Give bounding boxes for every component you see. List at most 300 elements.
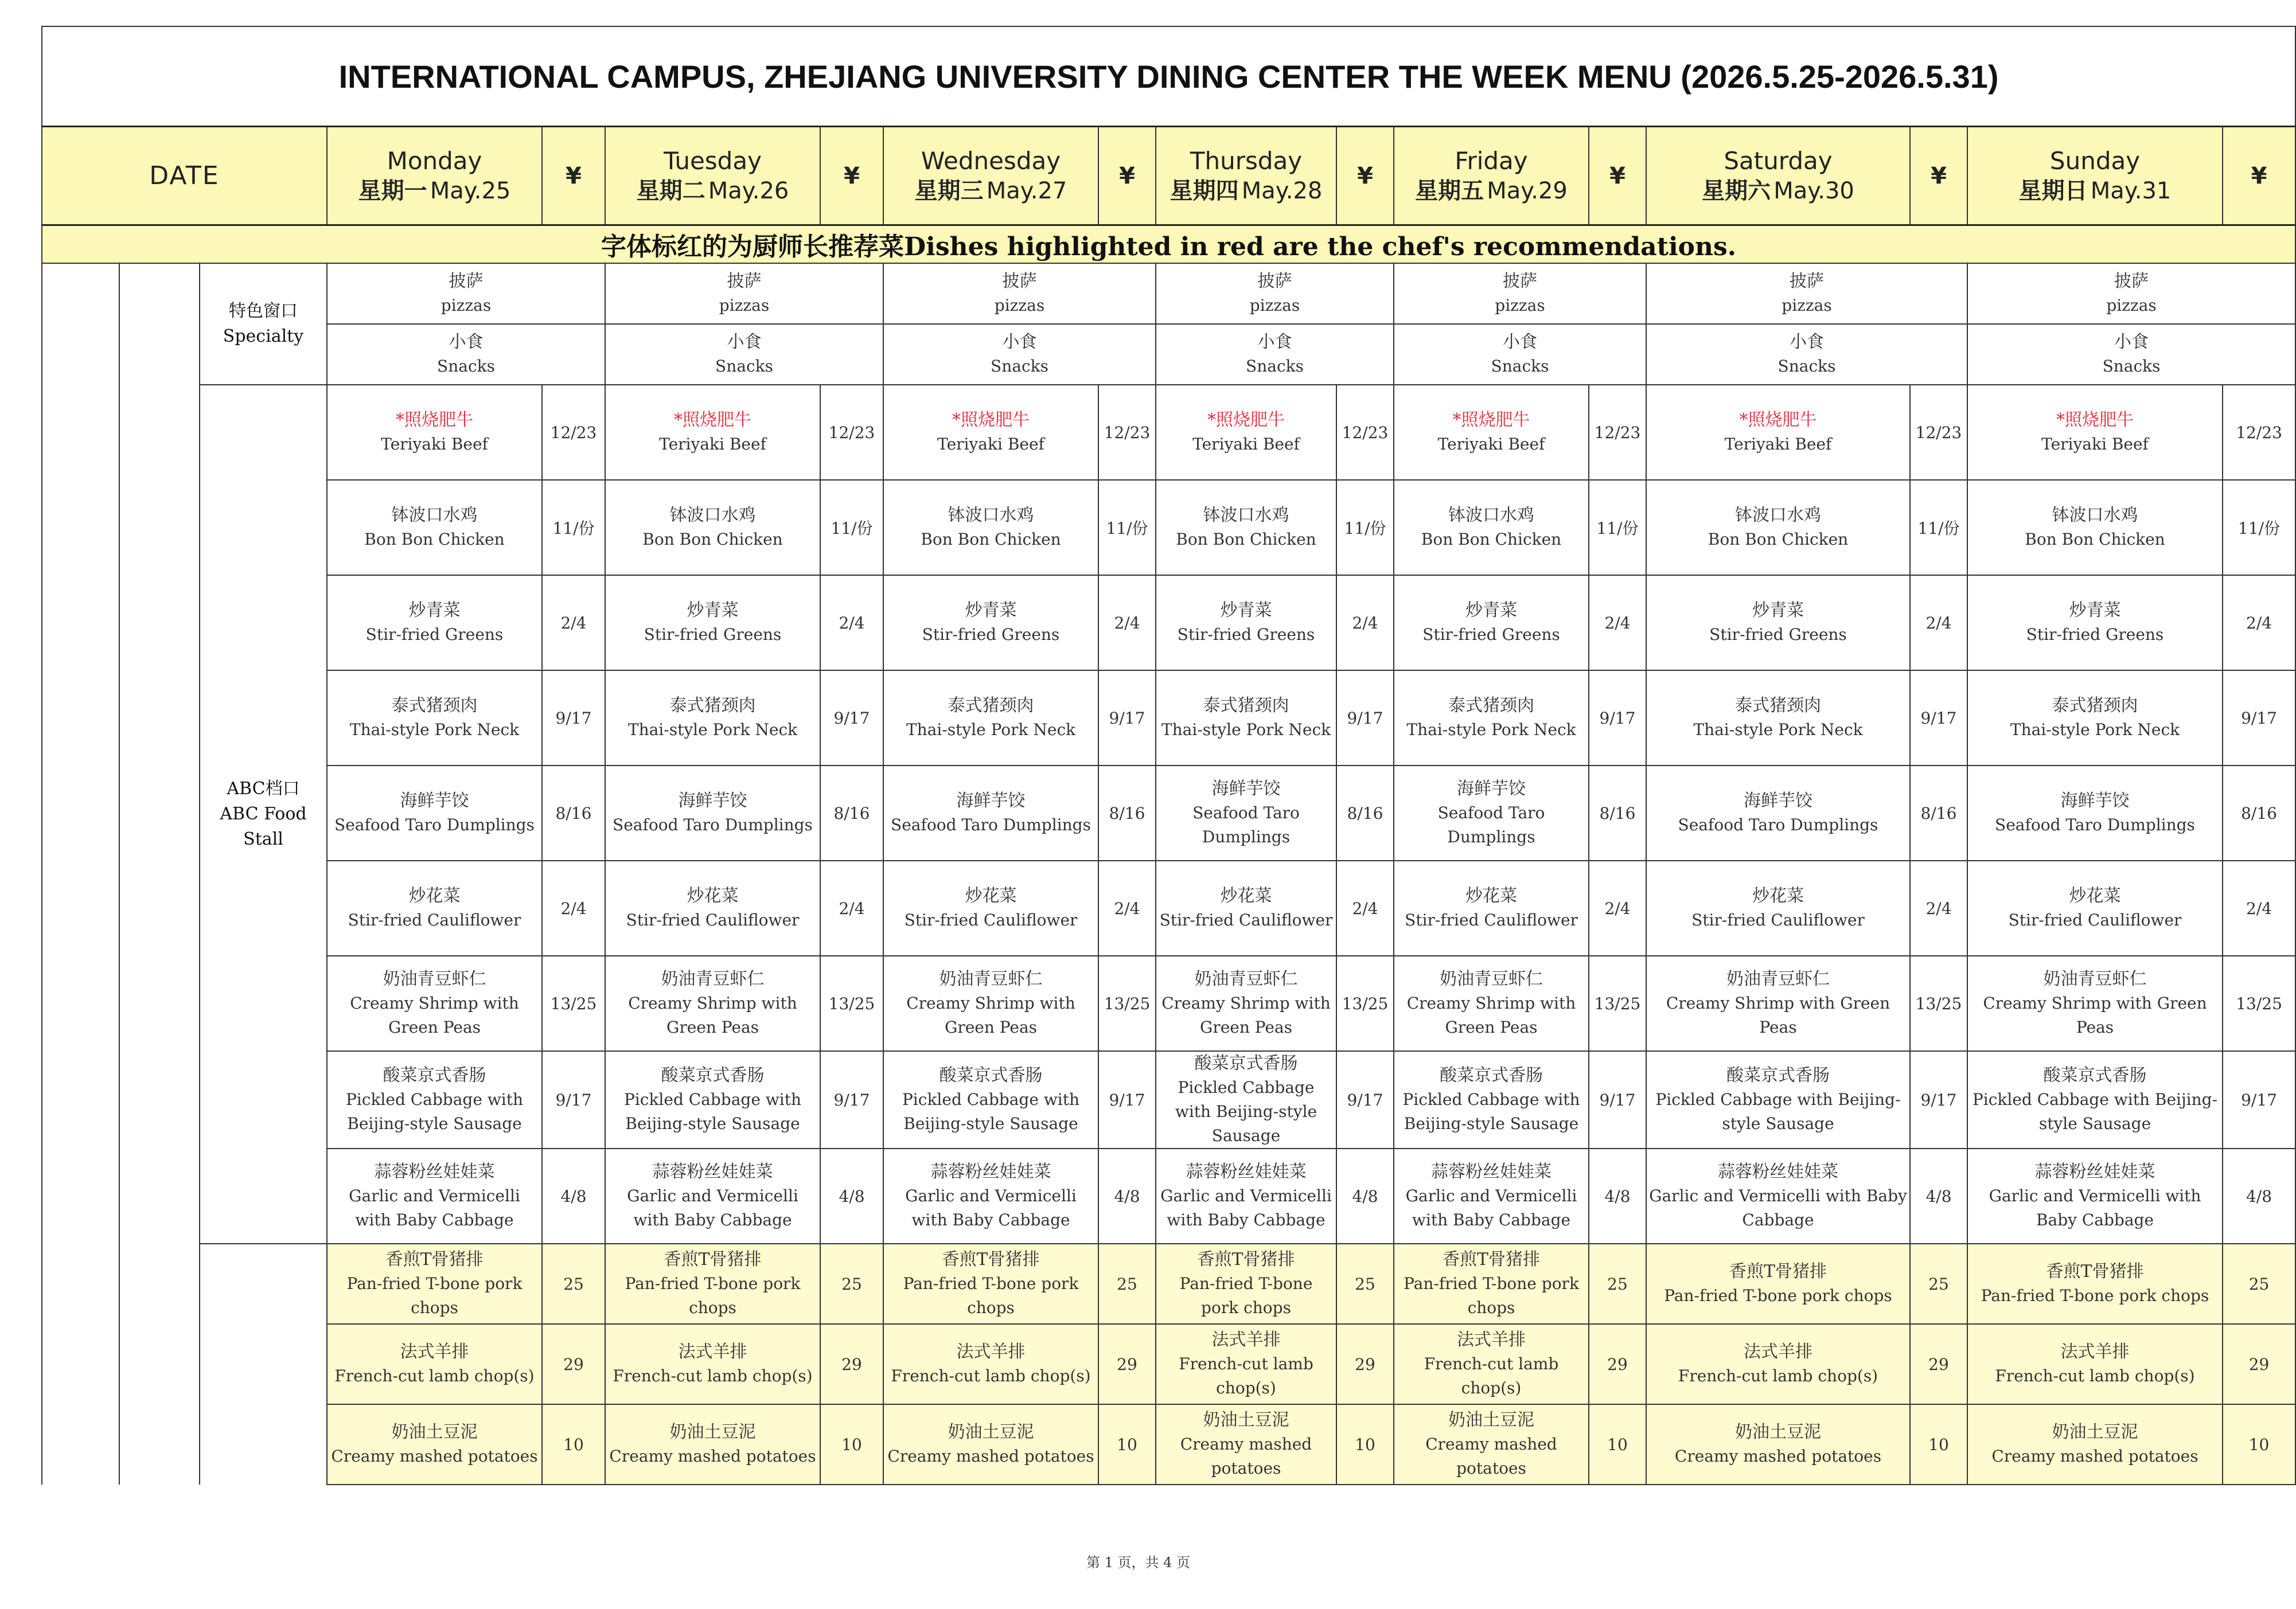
dish-name-cn: 小食 [449,332,484,352]
dish-name-cn: 奶油土豆泥 [1735,1422,1821,1442]
dish-cell [1394,670,1589,766]
dish-name-en: Snacks [437,357,495,376]
menu-row-abc [42,766,2295,861]
menu-row-western [42,1244,2295,1324]
dish-name-cn: 钵波口水鸡 [669,505,756,525]
dish-name-cn: 香煎T骨猪排 [942,1249,1040,1270]
dish-name-en: pizzas [994,296,1045,315]
dish-name-en: Garlic and Vermicelli with Baby Cabbage [349,1186,520,1229]
dish-name-cn: 海鲜芋饺 [1457,779,1526,799]
dish-name-cn: 酸菜京式香肠 [383,1065,486,1085]
dish-price: 10 [542,1404,605,1485]
dish-price: 12/23 [2223,385,2295,480]
currency-symbol: ¥ [542,127,605,225]
dish-cell [327,1404,542,1485]
dish-price: 9/17 [1098,1051,1156,1149]
dish-cell [1394,1051,1589,1149]
dish-name-cn: 蒜蓉粉丝娃娃菜 [2034,1162,2155,1182]
dish-name-en: Creamy Shrimp with Green Peas [1406,994,1576,1037]
dish-name-cn: 酸菜京式香肠 [939,1065,1043,1085]
dish-cell [883,385,1098,480]
dish-price: 10 [1098,1404,1156,1485]
dish-price: 2/4 [542,861,605,956]
day-header-wednesday [883,127,1098,225]
dish-cell [605,480,820,575]
dish-cell [883,956,1098,1051]
dish-cell [605,1404,820,1485]
dish-name-cn: 炒青菜 [1752,600,1804,620]
dish-name-cn: *照烧肥牛 [396,410,473,430]
dish-cell [1394,1244,1589,1324]
dish-price: 9/17 [1336,1051,1394,1149]
dish-name-en: Bon Bon Chicken [2025,530,2165,549]
dish-cell [1394,861,1589,956]
dish-name-cn: *照烧肥牛 [2056,410,2134,430]
menu-table [41,26,2296,1485]
dish-price: 9/17 [2223,670,2295,766]
dish-name-en: Seafood Taro Dumplings [334,815,535,834]
dish-name-cn: 炒花菜 [1752,886,1804,906]
dish-cell [327,324,605,385]
dish-price: 11/份 [1098,480,1156,575]
dish-name-en: French-cut lamb chop(s) [1424,1354,1559,1397]
dish-name-cn: 炒花菜 [1220,886,1272,906]
dish-name-cn: 香煎T骨猪排 [1197,1249,1295,1270]
dish-name-cn: *照烧肥牛 [674,410,751,430]
dish-cell [883,480,1098,575]
dish-name-en: Teriyaki Beef [2041,435,2149,454]
dish-name-cn: 炒花菜 [1465,886,1517,906]
dish-name-en: Teriyaki Beef [381,435,488,454]
dish-price: 9/17 [1910,670,1967,766]
menu-row-specialty [42,263,2295,324]
dish-name-en: Garlic and Vermicelli with Baby Cabbage [1160,1186,1332,1229]
dish-cell [327,1051,542,1149]
dish-price: 29 [820,1324,883,1404]
dish-price: 11/份 [820,480,883,575]
dish-price: 25 [820,1244,883,1324]
recommendation-notice: 字体标红的为厨师长推荐菜Dishes highlighted in red are the chef's recommendations. [42,225,2295,264]
dish-name-en: Creamy mashed potatoes [1425,1435,1557,1478]
dish-cell [1646,670,1910,766]
dish-price: 2/4 [1336,575,1394,670]
dish-cell [327,263,605,324]
dish-price: 4/8 [2223,1149,2295,1244]
menu-row-abc [42,385,2295,480]
menu-row-abc [42,575,2295,670]
dish-price: 13/25 [1098,956,1156,1051]
dish-name-cn: 炒青菜 [408,600,461,620]
dish-name-en: Creamy Shrimp with Green Peas [906,994,1075,1037]
dish-name-cn: 钵波口水鸡 [1735,505,1821,525]
menu-row-western [42,1404,2295,1485]
dish-cell [1646,263,1967,324]
dish-name-en: Thai-style Pork Neck [1693,720,1863,739]
dish-name-cn: 奶油土豆泥 [2052,1422,2138,1442]
day-date: May.28 [1241,177,1323,204]
dish-price: 9/17 [820,1051,883,1149]
dish-name-en: Garlic and Vermicelli with Baby Cabbage [1649,1186,1907,1229]
dish-name-en: Pickled Cabbage with Beijing-style Sausage [345,1090,524,1133]
dish-cell [1967,1244,2223,1324]
day-name-cn: 星期四 [1170,177,1239,204]
dish-cell [883,1404,1098,1485]
dish-price: 11/份 [1589,480,1646,575]
dish-price: 9/17 [820,670,883,766]
dish-name-cn: *照烧肥牛 [1452,410,1530,430]
dish-name-cn: 奶油土豆泥 [1203,1410,1289,1430]
dish-price: 13/25 [1589,956,1646,1051]
dish-name-cn: 法式羊排 [2060,1342,2130,1362]
dish-name-en: Seafood Taro Dumplings [1678,815,1878,834]
dish-name-cn: 海鲜芋饺 [678,791,747,811]
dish-name-cn: 泰式猪颈肉 [391,696,478,716]
dish-name-en: Creamy Shrimp with Green Peas [1983,994,2207,1037]
dish-name-en: Seafood Taro Dumplings [891,815,1091,834]
dish-price: 12/23 [1589,385,1646,480]
dish-name-en: Teriyaki Beef [659,435,766,454]
dish-price: 2/4 [2223,575,2295,670]
dish-cell [1156,766,1336,861]
dish-price: 10 [1589,1404,1646,1485]
dish-cell [1967,766,2223,861]
dish-name-cn: 披萨 [449,271,484,291]
day-name: Friday [1455,146,1528,175]
dish-price: 2/4 [1098,575,1156,670]
dish-name-en: Garlic and Vermicelli with Baby Cabbage [1405,1186,1577,1229]
dish-cell [883,1051,1098,1149]
day-header-friday [1394,127,1589,225]
dish-name-cn: 披萨 [727,271,762,291]
dish-price: 25 [2223,1244,2295,1324]
dish-name-en: Seafood Taro Dumplings [1995,815,2195,834]
dish-name-cn: 海鲜芋饺 [1211,779,1281,799]
dish-name-cn: 酸菜京式香肠 [2043,1065,2147,1085]
dish-price: 2/4 [820,861,883,956]
dish-price: 12/23 [1098,385,1156,480]
dish-name-en: Snacks [1777,357,1836,376]
dish-cell [1646,861,1910,956]
page-footer: 第 1 页，共 4 页 [1086,1555,1191,1571]
dish-cell [1156,1244,1336,1324]
dish-name-en: Seafood Taro Dumplings [613,815,813,834]
dish-name-cn: 奶油青豆虾仁 [939,969,1043,989]
dish-price: 12/23 [542,385,605,480]
dish-name-en: Garlic and Vermicelli with Baby Cabbage [627,1186,798,1229]
dish-price: 2/4 [1910,861,1967,956]
dish-cell [327,480,542,575]
dish-name-cn: 蒜蓉粉丝娃娃菜 [374,1162,495,1182]
dish-name-en: French-cut lamb chop(s) [613,1366,813,1385]
menu-row-specialty [42,324,2295,385]
dish-name-cn: *照烧肥牛 [1739,410,1817,430]
dish-name-cn: 炒花菜 [2069,886,2121,906]
dish-name-en: Creamy mashed potatoes [1180,1435,1312,1478]
dish-name-en: Pickled Cabbage with Beijing-style Sausage [623,1090,802,1133]
dish-price: 10 [820,1404,883,1485]
dish-name-cn: 香煎T骨猪排 [664,1249,762,1270]
dish-price: 10 [1910,1404,1967,1485]
dish-name-en: Seafood Taro Dumplings [1437,803,1545,846]
dish-cell [605,1324,820,1404]
dish-cell [605,324,883,385]
dish-name-cn: 奶油青豆虾仁 [1194,969,1298,989]
dish-name-en: Pan-fried T-bone pork chops [1981,1286,2209,1305]
dish-name-en: pizzas [441,296,492,315]
dish-price: 9/17 [542,1051,605,1149]
dish-cell [1967,1051,2223,1149]
menu-row-abc [42,861,2295,956]
dish-price: 29 [1910,1324,1967,1404]
dish-name-cn: 炒青菜 [1220,600,1272,620]
dish-price: 2/4 [1589,861,1646,956]
dish-cell [605,385,820,480]
dish-name-en: Creamy Shrimp with Green Peas [1161,994,1331,1037]
dish-name-cn: 泰式猪颈肉 [669,696,756,716]
day-name: Saturday [1724,146,1833,175]
dish-name-en: Snacks [1246,357,1304,376]
dish-cell [1967,385,2223,480]
dish-cell [605,575,820,670]
dish-cell [1967,1324,2223,1404]
dish-cell [1646,480,1910,575]
dish-price: 13/25 [542,956,605,1051]
dish-price: 9/17 [542,670,605,766]
dish-price: 25 [542,1244,605,1324]
dish-name-en: Creamy mashed potatoes [609,1447,816,1466]
dish-name-cn: 香煎T骨猪排 [385,1249,484,1270]
menu-row-abc [42,480,2295,575]
dish-price: 29 [1098,1324,1156,1404]
dish-cell [1156,1404,1336,1485]
day-name: Sunday [2049,146,2141,175]
dish-cell [1394,1324,1589,1404]
menu-row-abc [42,956,2295,1051]
day-header-saturday [1646,127,1910,225]
dish-cell [1967,324,2295,385]
dish-name-cn: 炒花菜 [408,886,461,906]
dish-cell [1646,575,1910,670]
dish-name-cn: 法式羊排 [400,1342,469,1362]
dish-name-en: French-cut lamb chop(s) [1678,1366,1878,1385]
dish-name-en: French-cut lamb chop(s) [891,1366,1091,1385]
dish-name-cn: 香煎T骨猪排 [1442,1249,1540,1270]
dish-price: 13/25 [820,956,883,1051]
dish-name-en: Pan-fried T-bone pork chops [625,1274,801,1317]
dish-price: 11/份 [542,480,605,575]
dish-name-en: pizzas [2106,296,2157,315]
dish-name-cn: 小食 [727,332,762,352]
dish-cell [327,1244,542,1324]
dish-cell [1394,575,1589,670]
dish-name-en: Pan-fried T-bone pork chops [1404,1274,1579,1317]
dish-name-en: Creamy mashed potatoes [331,1447,538,1466]
dish-name-cn: 小食 [1503,332,1537,352]
dish-cell [327,766,542,861]
dish-name-en: Bon Bon Chicken [642,530,783,549]
station-abc [200,385,327,1244]
dish-name-en: Thai-style Pork Neck [2010,720,2180,739]
dish-name-en: Stir-fried Cauliflower [904,911,1078,930]
dish-name-cn: 法式羊排 [1744,1342,1812,1362]
dish-cell [1967,861,2223,956]
dish-cell [1646,766,1910,861]
dish-cell [1394,385,1589,480]
dish-name-cn: 海鲜芋饺 [400,791,469,811]
dish-name-en: Stir-fried Greens [2026,625,2164,644]
dish-cell [1967,575,2223,670]
dish-cell [1394,766,1589,861]
dish-price: 8/16 [1098,766,1156,861]
dish-cell [1967,1149,2223,1244]
dish-name-en: Stir-fried Greens [1709,625,1847,644]
currency-symbol: ¥ [2223,127,2295,225]
dish-name-cn: 法式羊排 [1211,1330,1281,1350]
dish-name-en: Creamy mashed potatoes [887,1447,1094,1466]
dish-name-cn: 炒青菜 [1465,600,1517,620]
dish-name-en: Stir-fried Greens [644,625,782,644]
dish-price: 11/份 [1336,480,1394,575]
day-date: May.25 [430,177,511,204]
dish-name-cn: 酸菜京式香肠 [1440,1065,1543,1085]
dish-name-en: Pickled Cabbage with Beijing-style Sausage [902,1090,1080,1133]
dish-name-en: Pickled Cabbage with Beijing-style Sausage [1972,1090,2218,1133]
dish-name-cn: 奶油土豆泥 [669,1422,756,1442]
dish-cell [1156,575,1336,670]
station-name-cn: 特色窗口 [229,301,298,321]
dish-cell [605,670,820,766]
dish-price: 4/8 [1910,1149,1967,1244]
dish-price: 8/16 [1910,766,1967,861]
dish-name-en: pizzas [1495,296,1545,315]
date-header [42,127,327,225]
dish-name-cn: 法式羊排 [956,1342,1026,1362]
dish-name-cn: 奶油土豆泥 [391,1422,478,1442]
dish-cell [1646,1404,1910,1485]
day-name: Thursday [1190,146,1303,175]
dish-cell [1646,324,1967,385]
dish-name-en: Stir-fried Cauliflower [1159,911,1333,930]
dish-name-cn: 泰式猪颈肉 [1735,696,1821,716]
dish-name-en: Bon Bon Chicken [921,530,1061,549]
dish-name-en: Creamy mashed potatoes [1991,1447,2198,1466]
station-western [200,1244,327,1485]
dish-name-en: Creamy Shrimp with Green Peas [350,994,519,1037]
dish-cell [1646,1244,1910,1324]
dish-price: 12/23 [820,385,883,480]
dish-cell [1967,670,2223,766]
menu-row-abc [42,670,2295,766]
dish-name-cn: 钵波口水鸡 [391,505,478,525]
dish-cell [1967,263,2295,324]
dish-name-en: Garlic and Vermicelli with Baby Cabbage [1989,1186,2201,1229]
dish-name-en: Teriyaki Beef [1192,435,1300,454]
day-header-monday [327,127,542,225]
dish-name-cn: 小食 [2114,332,2149,352]
dish-name-en: Bon Bon Chicken [364,530,505,549]
dish-name-en: Snacks [715,357,773,376]
dish-name-en: Stir-fried Greens [1422,625,1560,644]
day-date: May.26 [708,177,789,204]
dish-price: 2/4 [542,575,605,670]
dish-price: 25 [1910,1244,1967,1324]
dish-cell [1967,956,2223,1051]
dish-name-en: Snacks [991,357,1048,376]
dish-cell [1156,385,1336,480]
day-name-cn: 星期五 [1415,177,1484,204]
dish-cell [1156,1149,1336,1244]
dish-price: 13/25 [1910,956,1967,1051]
dish-cell [605,766,820,861]
dish-name-cn: 泰式猪颈肉 [1203,696,1289,716]
dish-price: 13/25 [1336,956,1394,1051]
dish-name-cn: *照烧肥牛 [1207,410,1285,430]
dish-price: 12/23 [1336,385,1394,480]
dish-name-en: French-cut lamb chop(s) [1179,1354,1313,1397]
dish-name-en: pizzas [719,296,770,315]
dish-name-cn: 披萨 [1790,271,1824,291]
day-name-cn: 星期一 [358,177,427,204]
dish-name-cn: 海鲜芋饺 [956,791,1026,811]
dish-name-cn: 海鲜芋饺 [1744,791,1812,811]
dish-name-cn: 蒜蓉粉丝娃娃菜 [1186,1162,1307,1182]
dish-name-en: Snacks [2102,357,2161,376]
dish-price: 29 [2223,1324,2295,1404]
dish-name-cn: 奶油青豆虾仁 [661,969,765,989]
dish-name-en: Creamy Shrimp with Green Peas [1666,994,1890,1037]
dish-name-en: Pickled Cabbage with Beijing-style Sausage [1655,1090,1901,1133]
station-name-en: ABC Food Stall [220,804,307,849]
day-name: Wednesday [921,146,1061,175]
day-date: May.27 [986,177,1067,204]
dish-name-cn: 钵波口水鸡 [2052,505,2138,525]
dish-name-cn: 泰式猪颈肉 [1448,696,1534,716]
dish-cell [883,861,1098,956]
dish-name-cn: 钵波口水鸡 [1203,505,1289,525]
dish-name-cn: 小食 [1257,332,1292,352]
dish-cell [883,1149,1098,1244]
dish-name-cn: 泰式猪颈肉 [948,696,1034,716]
menu-row-western [42,1324,2295,1404]
day-name-cn: 星期日 [2018,177,2088,204]
dish-price: 9/17 [1589,670,1646,766]
dish-cell [605,263,883,324]
dish-cell [883,670,1098,766]
dish-cell [327,670,542,766]
dish-price: 2/4 [1589,575,1646,670]
date-label: DATE [149,161,220,190]
station-specialty [200,263,327,385]
dish-name-en: Garlic and Vermicelli with Baby Cabbage [905,1186,1077,1229]
day-name-cn: 星期六 [1702,177,1771,204]
menu-sheet [41,26,2282,1485]
dish-price: 8/16 [1336,766,1394,861]
day-header-tuesday [605,127,820,225]
dish-cell [327,1324,542,1404]
menu-row-abc [42,1051,2295,1149]
dish-name-en: French-cut lamb chop(s) [1995,1366,2195,1385]
dish-name-en: Pickled Cabbage with Beijing-style Sausage [1402,1090,1580,1133]
dish-name-en: Thai-style Pork Neck [1406,720,1576,739]
dish-price: 9/17 [2223,1051,2295,1149]
dish-name-en: Teriyaki Beef [1437,435,1545,454]
category-column [42,263,119,1485]
dish-name-en: Pan-fried T-bone pork chops [903,1274,1079,1317]
dish-price: 2/4 [2223,861,2295,956]
dish-cell [605,861,820,956]
dish-cell [883,1244,1098,1324]
dish-name-cn: 酸菜京式香肠 [661,1065,765,1085]
